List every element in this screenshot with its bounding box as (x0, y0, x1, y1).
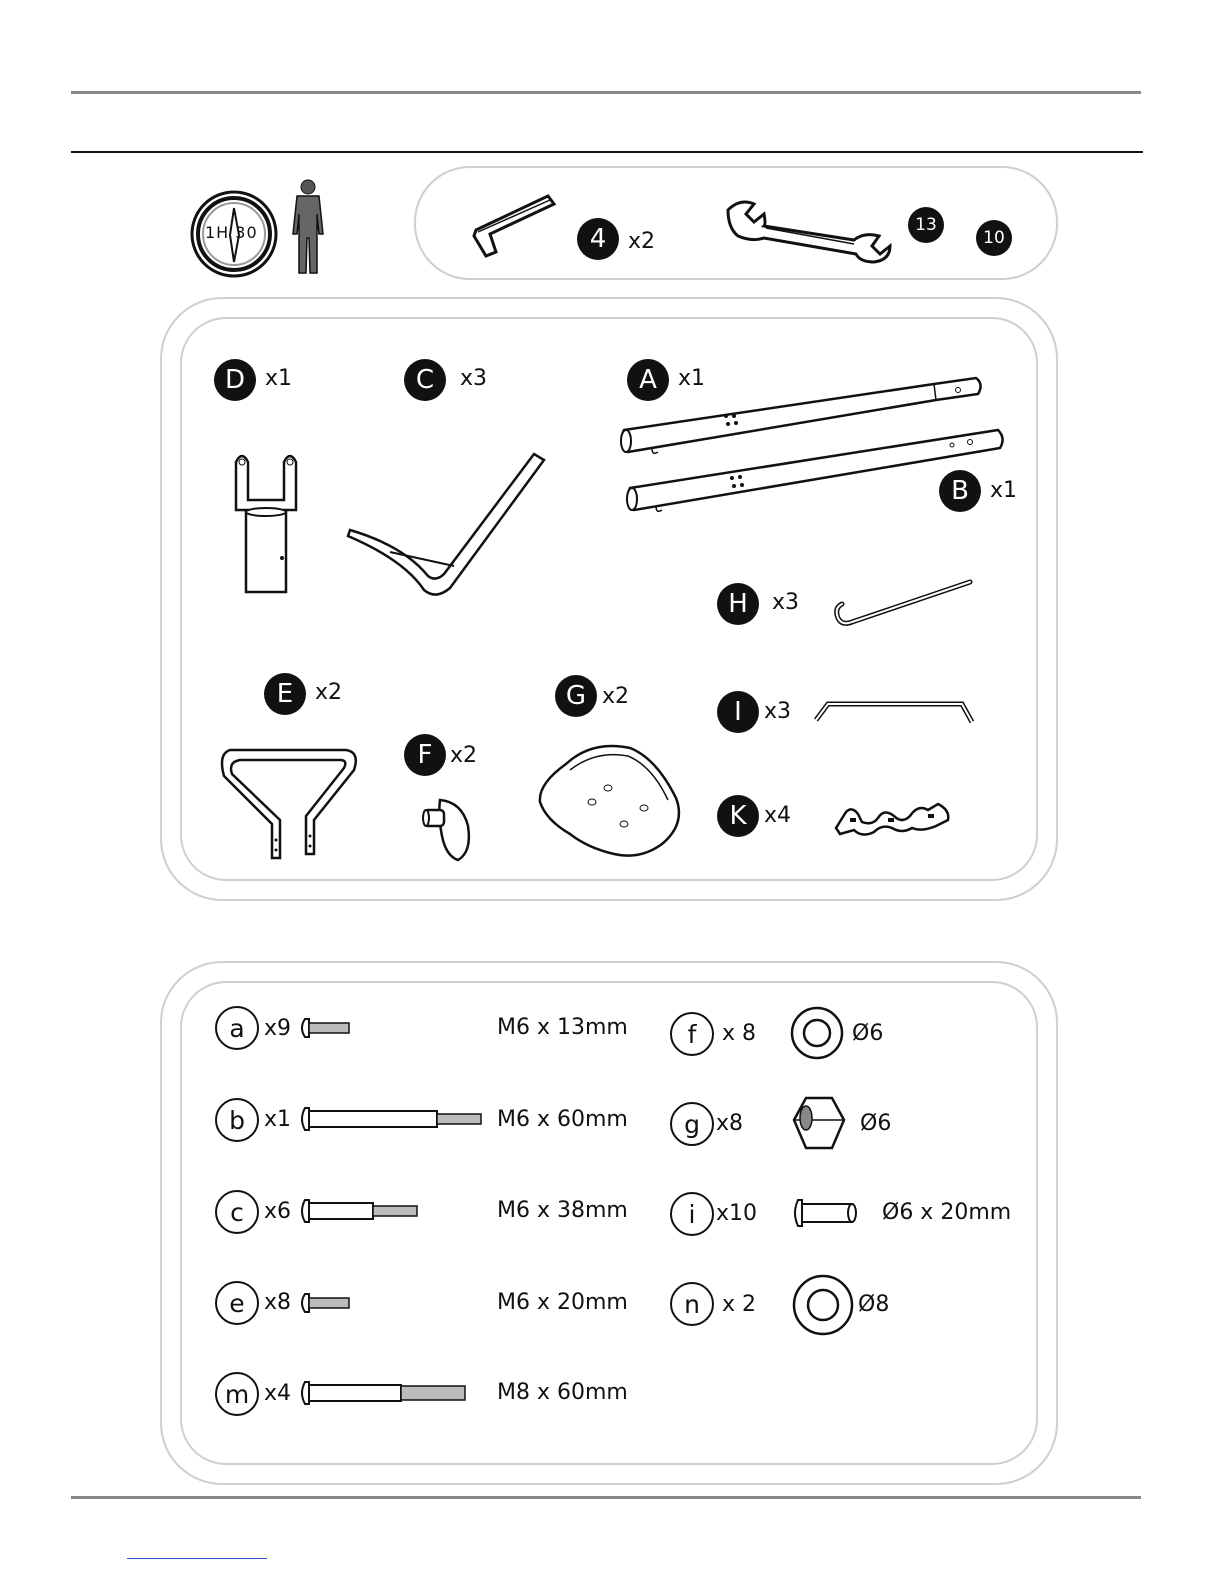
hex-nut-g-icon (792, 1094, 846, 1154)
part-qty-h: x3 (772, 590, 800, 615)
hw-spec-m: M8 x 60mm (497, 1380, 628, 1405)
part-badge-c: C (404, 359, 446, 401)
footer-rule (71, 1496, 1141, 1499)
tool-badge-13: 13 (908, 207, 944, 243)
part-badge-g: G (555, 675, 597, 717)
hw-spec-c: M6 x 38mm (497, 1198, 628, 1223)
part-i-bar (812, 700, 976, 728)
hw-letter-a: a (215, 1006, 259, 1050)
hw-spec-f: Ø6 (852, 1021, 884, 1046)
screw-e-icon (297, 1292, 353, 1314)
bolt-b-icon (297, 1106, 485, 1132)
part-qty-b: x1 (990, 478, 1018, 503)
hw-spec-i: Ø6 x 20mm (882, 1200, 1012, 1225)
screw-a-icon (297, 1017, 353, 1039)
hw-letter-b: b (215, 1098, 259, 1142)
hw-qty-i: x10 (716, 1201, 758, 1226)
tool-qty-hex: x2 (628, 229, 656, 254)
person-icon (290, 178, 326, 274)
part-qty-c: x3 (460, 366, 488, 391)
part-g-seat (536, 740, 686, 864)
hw-qty-c: x6 (264, 1199, 292, 1224)
hw-qty-a: x9 (264, 1016, 292, 1041)
hw-qty-g: x8 (716, 1111, 744, 1136)
part-badge-f: F (404, 734, 446, 776)
part-f-cap (418, 796, 474, 864)
part-badge-a: A (627, 359, 669, 401)
bolt-m-icon (297, 1380, 469, 1406)
sleeve-i-icon (790, 1198, 858, 1228)
part-badge-b: B (939, 470, 981, 512)
hw-letter-e: e (215, 1281, 259, 1325)
hw-spec-g: Ø6 (860, 1111, 892, 1136)
washer-f-icon (790, 1006, 844, 1060)
part-qty-i: x3 (764, 699, 792, 724)
hw-spec-b: M6 x 60mm (497, 1107, 628, 1132)
part-d-bracket (228, 448, 308, 598)
hw-qty-n: x 2 (722, 1292, 757, 1317)
time-label: 1H 30 (205, 223, 258, 242)
tool-badge-hex: 4 (577, 218, 619, 260)
tool-badge-10: 10 (976, 220, 1012, 256)
footer-link-underline (127, 1558, 267, 1559)
hw-qty-e: x8 (264, 1290, 292, 1315)
part-badge-h: H (717, 583, 759, 625)
wrench-icon (724, 196, 894, 266)
hw-qty-m: x4 (264, 1381, 292, 1406)
part-badge-e: E (264, 673, 306, 715)
hw-letter-c: c (215, 1190, 259, 1234)
part-qty-d: x1 (265, 366, 293, 391)
hw-qty-f: x 8 (722, 1021, 757, 1046)
part-qty-f: x2 (450, 743, 478, 768)
part-h-rod (832, 578, 974, 632)
part-qty-g: x2 (602, 684, 630, 709)
hw-letter-n: n (670, 1282, 714, 1326)
hw-letter-m: m (215, 1372, 259, 1416)
header-rule-top (71, 91, 1141, 94)
hw-qty-b: x1 (264, 1107, 292, 1132)
part-qty-k: x4 (764, 803, 792, 828)
bolt-c-icon (297, 1198, 421, 1224)
hw-letter-f: f (670, 1012, 714, 1056)
hw-letter-i: i (670, 1192, 714, 1236)
part-badge-i: I (717, 691, 759, 733)
hw-letter-g: g (670, 1102, 714, 1146)
part-qty-a: x1 (678, 366, 706, 391)
part-k-clamp (832, 798, 954, 842)
washer-n-icon (792, 1274, 854, 1336)
part-badge-k: K (717, 795, 759, 837)
part-e-handle (218, 742, 362, 864)
part-c-frame (344, 450, 548, 600)
hex-key-icon (466, 192, 562, 262)
hw-spec-e: M6 x 20mm (497, 1290, 628, 1315)
hw-spec-a: M6 x 13mm (497, 1015, 628, 1040)
hw-spec-n: Ø8 (858, 1292, 890, 1317)
part-badge-d: D (214, 359, 256, 401)
part-qty-e: x2 (315, 680, 343, 705)
header-rule-bottom (71, 151, 1143, 153)
